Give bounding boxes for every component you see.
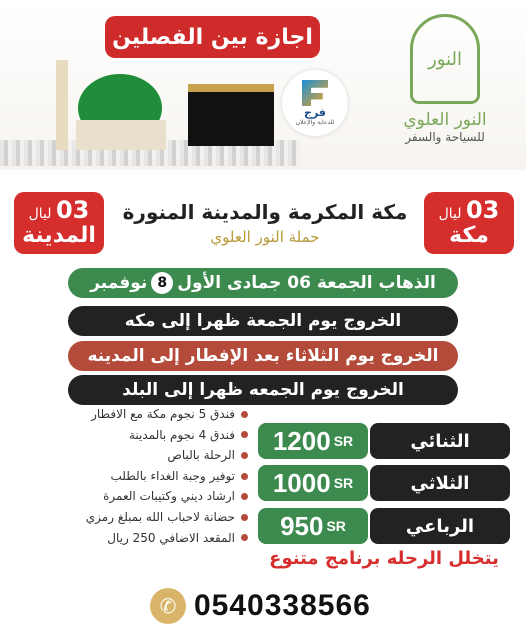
agency-tagline: للدعاية والإعلان	[295, 119, 335, 126]
feature-text: ارشاد ديني وكتيبات العمرة	[103, 489, 235, 504]
schedule-leg-3: الخروج يوم الجمعه ظهرا إلى البلد	[68, 375, 458, 405]
room-type-label: الثنائي	[370, 423, 510, 459]
campaign-name: حملة النور العلوي	[210, 228, 320, 246]
price-value	[258, 423, 368, 459]
kaaba-image	[188, 84, 274, 146]
agency-name: فرج	[304, 106, 326, 119]
schedule-leg-1: الخروج يوم الجمعة ظهرا إلى مكه	[68, 306, 458, 336]
header-banner	[0, 0, 526, 170]
price-value	[258, 465, 368, 501]
feature-text: فندق 5 نجوم مكة مع الافطار	[91, 407, 235, 421]
phone-icon[interactable]: ✆	[150, 588, 186, 624]
list-item	[12, 507, 248, 528]
feature-text: فندق 4 نجوم بالمدينة	[128, 427, 235, 442]
bullet-icon	[241, 452, 248, 459]
trip-title: مكة المكرمة والمدينة المنورة	[122, 200, 408, 224]
room-type-label: الثلاثي	[370, 465, 510, 501]
bullet-icon	[241, 473, 248, 480]
feature-text: الرحلة بالباص	[167, 448, 235, 463]
makkah-city: مكة	[449, 223, 489, 248]
feature-text: حضانة لاحباب الله بمبلغ رمزي	[85, 509, 235, 524]
price-currency: SR	[333, 433, 354, 449]
phone-number[interactable]: 0540338566	[194, 589, 371, 622]
bullet-icon	[241, 514, 248, 521]
farah-f-icon	[302, 80, 328, 106]
makkah-nights-unit: ليال	[438, 206, 462, 222]
list-item	[12, 466, 248, 487]
list-item	[12, 528, 248, 549]
list-item	[12, 425, 248, 446]
schedule-leg-2: الخروج يوم الثلاثاء بعد الإفطار إلى المدينه	[68, 341, 458, 371]
departure-month: نوفمبر	[90, 273, 148, 293]
madinah-nights-unit: ليال	[28, 206, 52, 222]
contact-phone[interactable]	[150, 586, 420, 626]
price-row	[258, 423, 510, 459]
bullet-icon	[241, 431, 248, 438]
list-item	[12, 486, 248, 507]
departure-day-badge: 8	[151, 272, 173, 294]
agency-logo	[282, 70, 348, 136]
ribbon-title: اجازة بين الفصلين	[105, 16, 320, 58]
makkah-nights-badge	[424, 192, 514, 254]
price-row	[258, 465, 510, 501]
brand-mark: النور	[410, 14, 480, 104]
room-type-label: الرباعي	[370, 508, 510, 544]
bullet-icon	[241, 534, 248, 541]
prophet-mosque-image	[50, 60, 170, 150]
price-value	[258, 508, 368, 544]
list-item	[12, 404, 248, 425]
brand-tagline: للسياحة والسفر	[405, 130, 485, 144]
features-list	[12, 404, 248, 548]
brand-name: النور العلوي	[403, 110, 487, 130]
bullet-icon	[241, 411, 248, 418]
departure-text: الذهاب الجمعة 06 جمادى الأول	[177, 273, 436, 293]
price-amount: 1000	[272, 467, 331, 498]
brand-logo	[385, 14, 505, 164]
madinah-nights-count: 03	[55, 196, 90, 224]
price-currency: SR	[326, 518, 346, 534]
price-row	[258, 508, 510, 544]
list-item	[12, 445, 248, 466]
departure-bar	[68, 268, 458, 298]
feature-text: المقعد الاضافي 250 ريال	[107, 530, 235, 545]
feature-text: توفير وجبة الغداء بالطلب	[110, 468, 235, 483]
price-currency: SR	[333, 475, 354, 491]
madinah-nights-badge	[14, 192, 104, 254]
bullet-icon	[241, 493, 248, 500]
price-amount: 950	[280, 510, 324, 541]
madinah-city: المدينة	[22, 223, 96, 248]
price-amount: 1200	[272, 425, 331, 456]
makkah-nights-count: 03	[465, 196, 500, 224]
program-note: يتخلل الرحله برنامج متنوع	[269, 548, 499, 569]
